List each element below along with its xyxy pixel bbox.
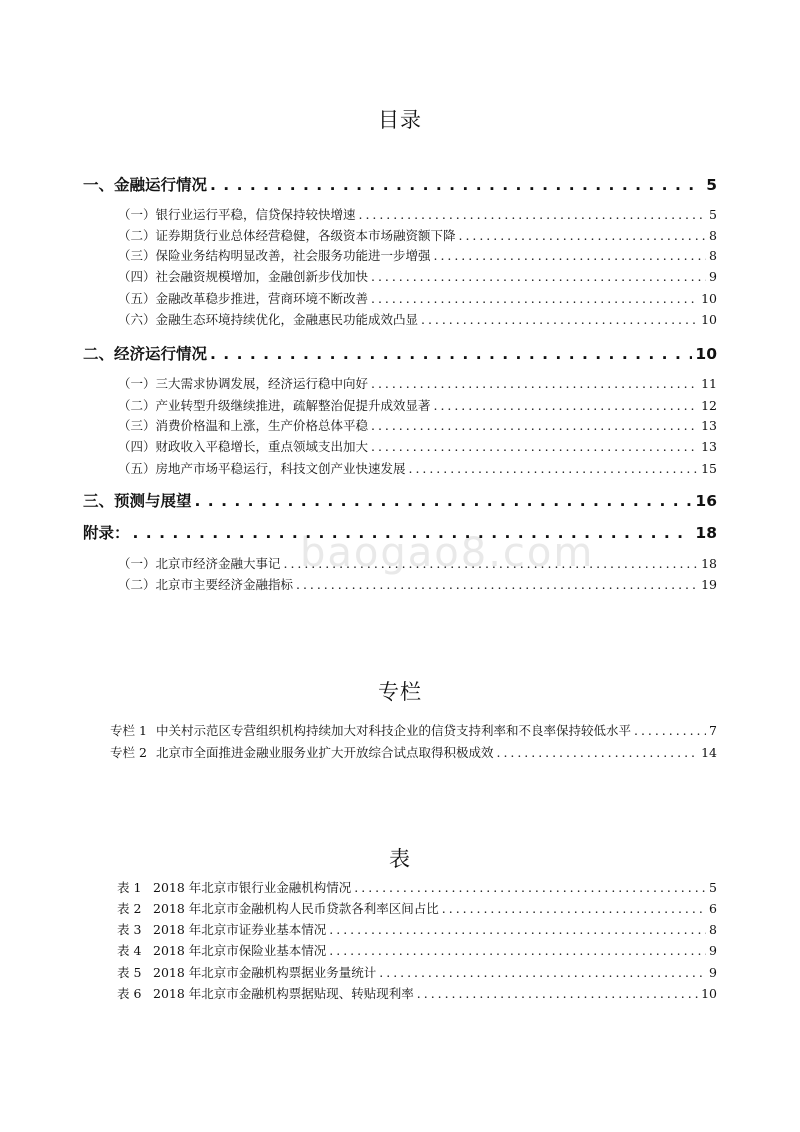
table-title: 2018 年北京市银行业金融机构情况 [153,880,352,895]
toc-item-title: （一）银行业运行平稳，信贷保持较快增速 [118,207,356,222]
toc-section-title: 附录： [83,524,130,542]
toc-item-title: （三）保险业务结构明显改善，社会服务功能进一步增强 [118,248,431,263]
columns-heading: 专栏 [378,680,422,704]
toc-page-number: 5 [709,207,717,222]
dot-leader [434,248,707,263]
table-entry[interactable] [117,963,717,981]
toc-page-number: 13 [701,439,717,454]
toc-section-title: 二、经济运行情况 [83,345,208,363]
toc-section-title: 三、预测与展望 [83,492,192,510]
dot-leader [417,986,698,1001]
toc-heading: 目录 [378,108,422,132]
toc-page-number: 7 [709,723,717,738]
toc-page-number: 9 [709,965,717,980]
toc-section-2[interactable] [83,342,717,364]
dot-leader [421,312,698,327]
toc-item-title: （四）财政收入平稳增长，重点领域支出加大 [118,439,369,454]
table-title: 2018 年北京市证券业基本情况 [153,922,327,937]
column-entry[interactable] [110,721,717,739]
table-title: 2018 年北京市金融机构人民币贷款各利率区间占比 [153,901,439,916]
table-title: 2018 年北京市金融机构票据贴现、转贴现利率 [153,986,414,1001]
dot-leader [371,418,698,433]
toc-page-number: 5 [706,176,717,194]
toc-section-3[interactable] [83,489,717,511]
dot-leader [371,269,706,284]
toc-section-title: 一、金融运行情况 [83,176,208,194]
dot-leader [284,556,699,571]
table-entry[interactable] [117,899,717,917]
column-label: 专栏 2 [110,745,147,760]
dot-leader [329,922,706,937]
dot-leader [434,398,699,413]
dot-leader [329,943,706,958]
toc-item[interactable] [118,396,717,414]
dot-leader [459,228,707,243]
table-entry[interactable] [117,878,717,896]
dot-leader [409,461,699,476]
toc-page-number: 16 [695,492,717,510]
column-title: 北京市全面推进金融业服务业扩大开放综合试点取得积极成效 [156,745,494,760]
dot-leader [210,345,692,363]
table-entry[interactable] [117,920,717,938]
toc-item[interactable] [118,459,717,477]
toc-item[interactable] [118,374,717,392]
toc-item[interactable] [118,205,717,223]
toc-page-number: 15 [701,461,717,476]
toc-item-title: （一）北京市经济金融大事记 [118,556,281,571]
table-entry[interactable] [117,941,717,959]
dot-leader [195,492,693,510]
toc-page-number: 18 [701,556,717,571]
toc-page-number: 8 [709,228,717,243]
toc-page-number: 5 [709,880,717,895]
table-label: 表 3 [117,922,142,937]
toc-item-title: （三）消费价格温和上涨，生产价格总体平稳 [118,418,369,433]
toc-section-appendix[interactable] [83,521,717,543]
table-title: 2018 年北京市金融机构票据业务量统计 [153,965,377,980]
table-label: 表 4 [117,943,142,958]
toc-item[interactable] [118,246,717,264]
toc-item[interactable] [118,437,717,455]
table-entry[interactable] [117,984,717,1002]
toc-item-title: （五）房地产市场平稳运行，科技文创产业快速发展 [118,461,406,476]
toc-item-title: （二）证券期货行业总体经营稳健，各级资本市场融资额下降 [118,228,456,243]
table-label: 表 1 [117,880,142,895]
dot-leader [379,965,706,980]
toc-item-title: （五）金融改革稳步推进，营商环境不断改善 [118,291,369,306]
tables-heading: 表 [389,847,411,871]
toc-item-title: （一）三大需求协调发展，经济运行稳中向好 [118,376,369,391]
toc-page-number: 6 [709,901,717,916]
toc-item-title: （二）北京市主要经济金融指标 [118,577,294,592]
dot-leader [133,524,693,542]
toc-item-title: （四）社会融资规模增加，金融创新步伐加快 [118,269,369,284]
table-label: 表 5 [117,965,142,980]
toc-item-title: （六）金融生态环境持续优化，金融惠民功能成效凸显 [118,312,419,327]
toc-page-number: 10 [701,986,717,1001]
dot-leader [634,723,706,738]
toc-item[interactable] [118,310,717,328]
toc-page-number: 8 [709,922,717,937]
toc-item[interactable] [118,554,717,572]
dot-leader [442,901,706,916]
toc-item[interactable] [118,226,717,244]
toc-page-number: 9 [709,943,717,958]
toc-page-number: 8 [709,248,717,263]
table-title: 2018 年北京市保险业基本情况 [153,943,327,958]
dot-leader [210,176,703,194]
dot-leader [371,291,698,306]
dot-leader [354,880,706,895]
toc-section-1[interactable] [83,173,717,195]
dot-leader [497,745,699,760]
dot-leader [371,376,698,391]
toc-page-number: 12 [701,398,717,413]
table-label: 表 6 [117,986,142,1001]
toc-item[interactable] [118,289,717,307]
dot-leader [359,207,707,222]
toc-item[interactable] [118,416,717,434]
toc-page-number: 10 [695,345,717,363]
toc-page-number: 14 [701,745,717,760]
toc-page-number: 19 [701,577,717,592]
toc-page-number: 9 [709,269,717,284]
column-entry[interactable] [110,743,717,761]
toc-page-number: 13 [701,418,717,433]
column-label: 专栏 1 [110,723,147,738]
toc-page-number: 11 [701,376,717,391]
watermark: baogao8.com [300,530,595,576]
toc-item-title: （二）产业转型升级继续推进，疏解整治促提升成效显著 [118,398,431,413]
dot-leader [371,439,698,454]
dot-leader [296,577,698,592]
toc-page-number: 10 [701,312,717,327]
toc-page-number: 18 [695,524,717,542]
toc-item[interactable] [118,575,717,593]
table-label: 表 2 [117,901,142,916]
toc-item[interactable] [118,267,717,285]
column-title: 中关村示范区专营组织机构持续加大对科技企业的信贷支持利率和不良率保持较低水平 [156,723,632,738]
toc-page-number: 10 [701,291,717,306]
